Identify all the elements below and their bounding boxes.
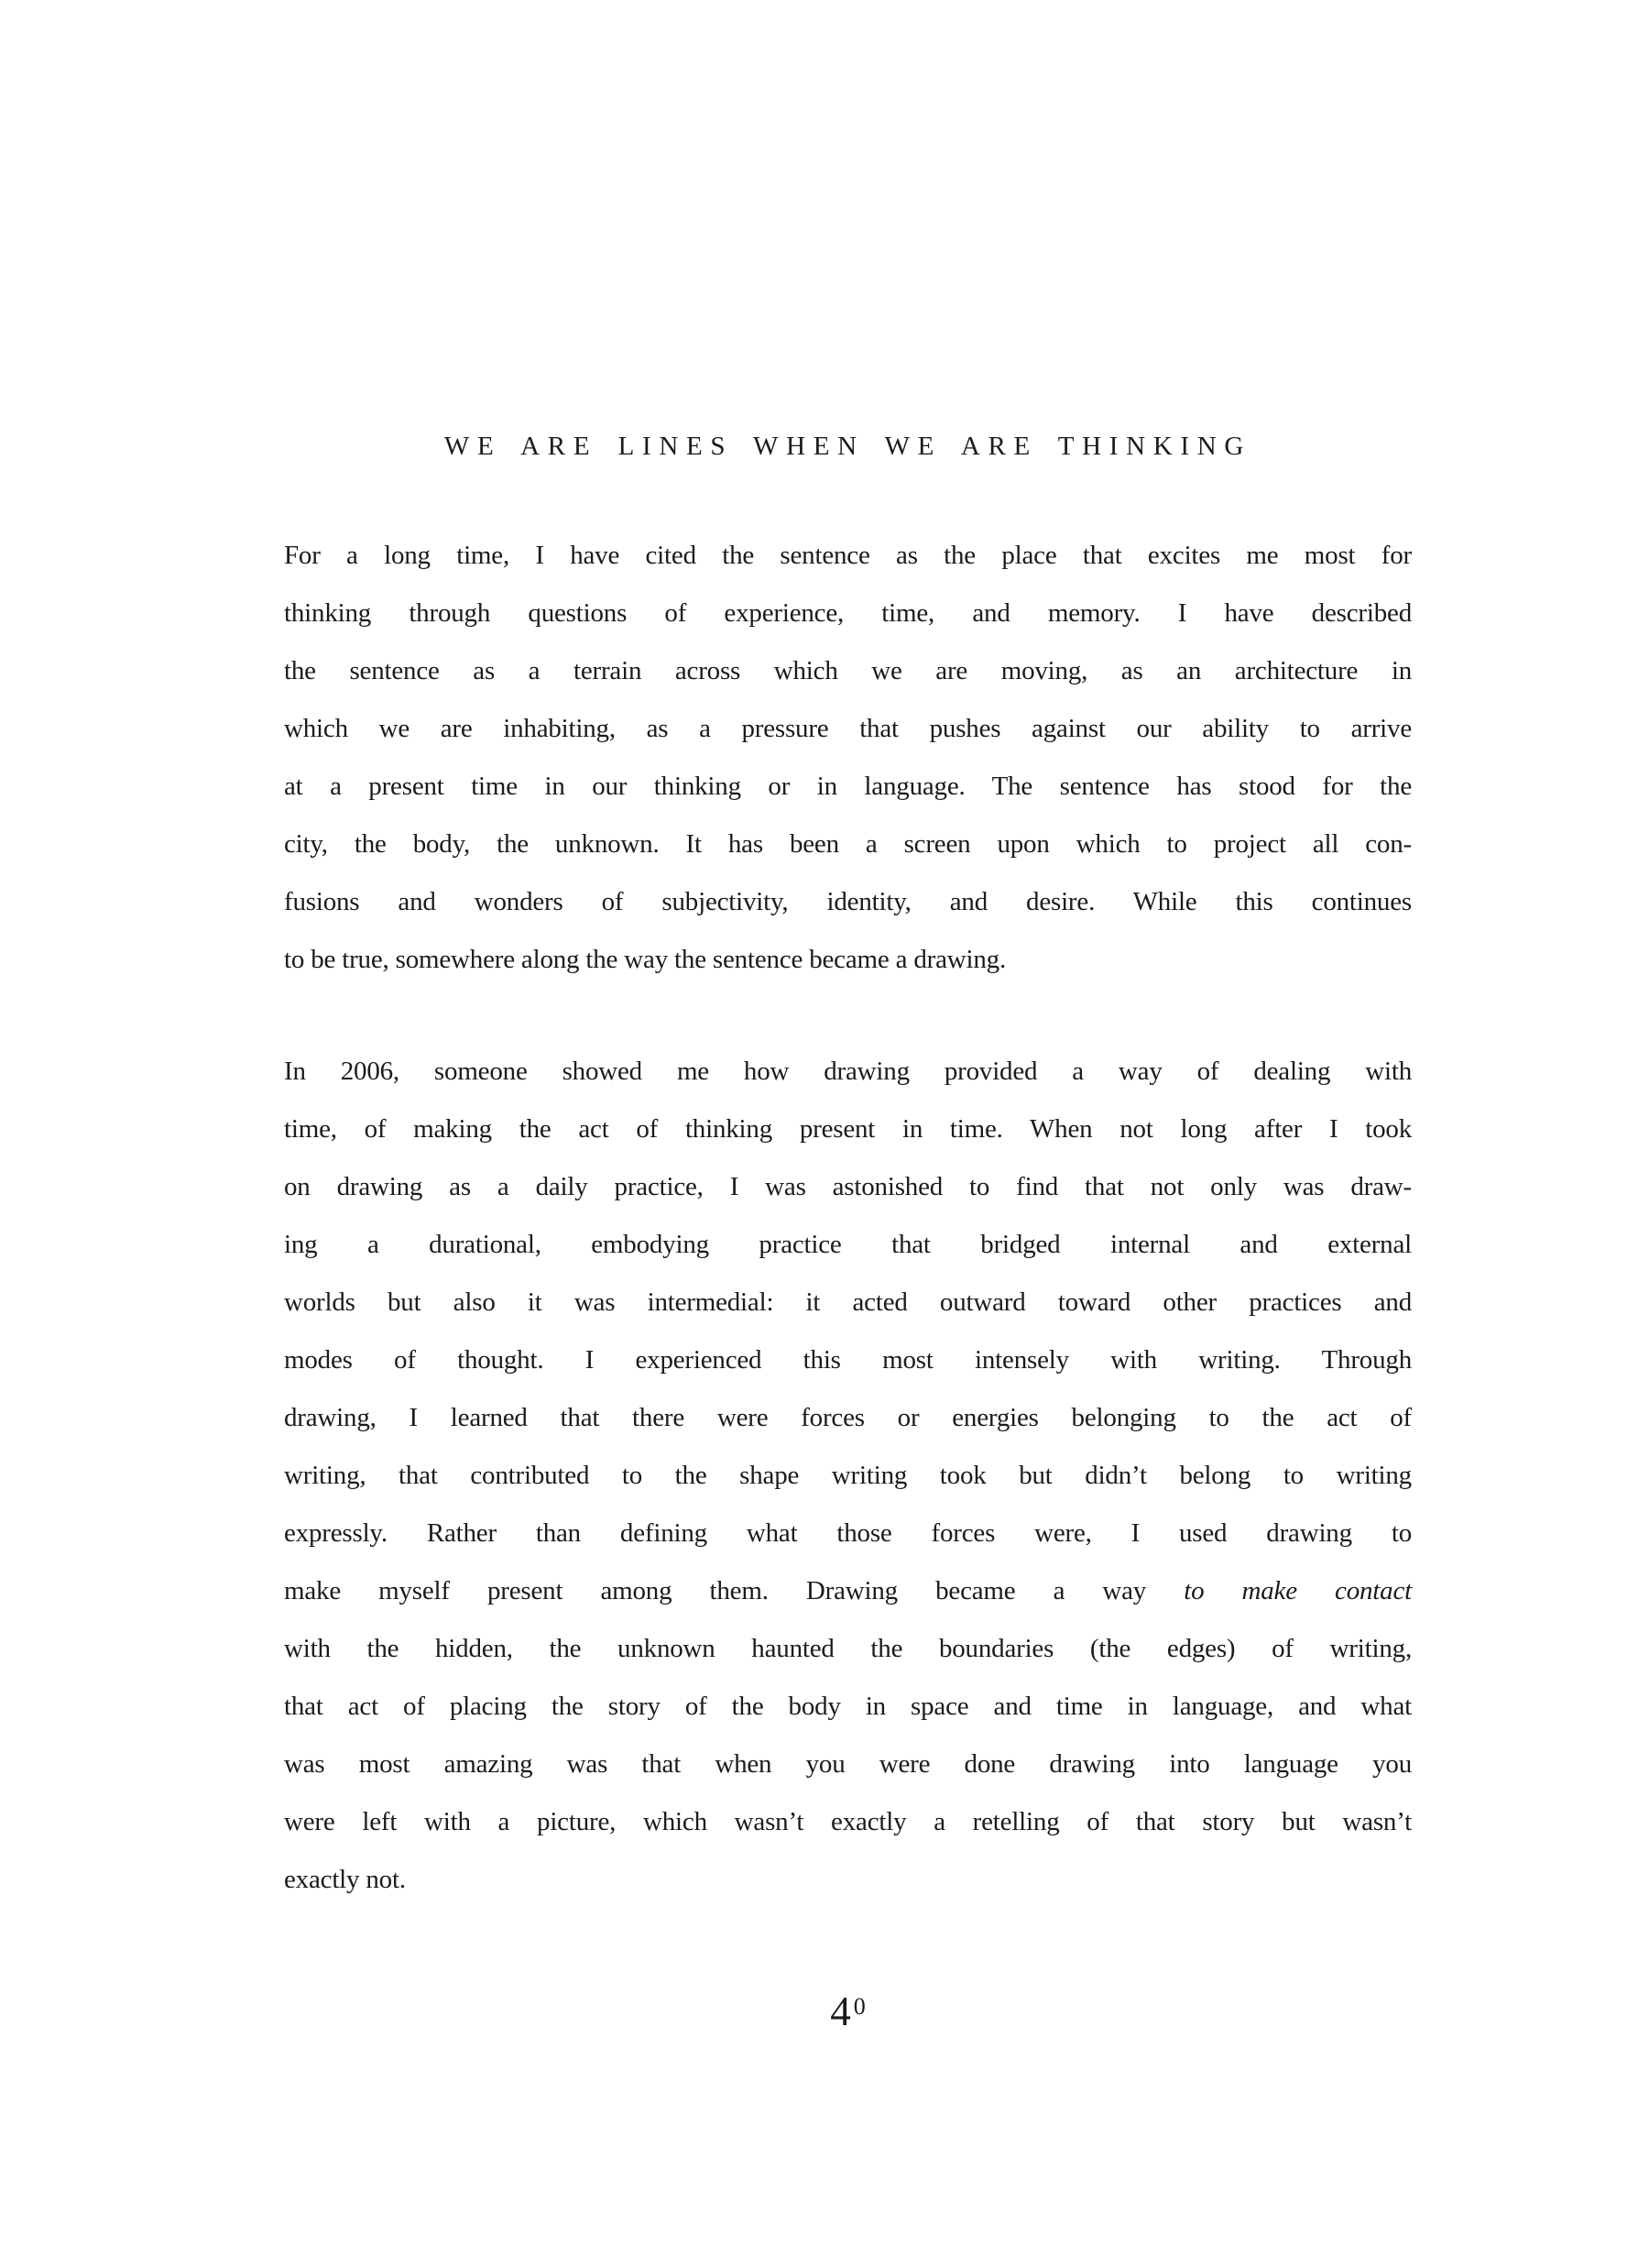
- paragraph-1: [284, 527, 1412, 989]
- chapter-title: WE ARE LINES WHEN WE ARE THINKING: [443, 432, 1252, 461]
- text-line: was most amazing was that when you were done drawing into language you: [284, 1749, 1412, 1779]
- text-line: at a present time in our thinking or in language. The sentence has stood for the: [284, 772, 1412, 801]
- text-line: thinking through questions of experience, time, and memory. I have described: [284, 598, 1412, 628]
- text-line: For a long time, I have cited the sentence as the place that excites me most for: [284, 541, 1412, 570]
- text-line: the sentence as a terrain across which we are moving, as an architecture in: [284, 656, 1412, 685]
- page-number: [284, 1985, 1412, 2043]
- paragraph-2: [284, 1043, 1412, 1909]
- text-line: modes of thought. I experienced this most intensely with writing. Through: [284, 1345, 1412, 1375]
- text-line: worlds but also it was intermedial: it acted outward toward other practices and: [284, 1287, 1412, 1317]
- text-line: city, the body, the unknown. It has been a screen upon which to project all con-: [284, 829, 1412, 859]
- page-number-digit-0: 0: [853, 1993, 866, 2020]
- text-line: time, of making the act of thinking present in time. When not long after I took: [284, 1114, 1412, 1144]
- text-line: [284, 1562, 1412, 1620]
- text-line: to be true, somewhere along the way the sentence became a drawing.: [284, 945, 1006, 974]
- text-line: that act of placing the story of the body in space and time in language, and what: [284, 1692, 1412, 1721]
- text-line: on drawing as a daily practice, I was astonished to find that not only was draw-: [284, 1172, 1412, 1201]
- text-line: ing a durational, embodying practice that bridged internal and external: [284, 1230, 1412, 1259]
- text-run: make myself present among them. Drawing became a way: [284, 1576, 1185, 1605]
- text-line: with the hidden, the unknown haunted the boundaries (the edges) of writing,: [284, 1634, 1412, 1663]
- page-number-digit-4: 4: [830, 1989, 852, 2034]
- text-line: In 2006, someone showed me how drawing provided a way of dealing with: [284, 1057, 1412, 1086]
- italic-phrase: to make contact: [1184, 1576, 1412, 1605]
- text-line: were left with a picture, which wasn’t exactly a retelling of that story but wasn’t: [284, 1807, 1412, 1836]
- text-line: expressly. Rather than defining what those forces were, I used drawing to: [284, 1518, 1412, 1548]
- text-line: which we are inhabiting, as a pressure that pushes against our ability to arrive: [284, 714, 1412, 743]
- text-line: exactly not.: [284, 1865, 406, 1894]
- text-line: fusions and wonders of subjectivity, identity, and desire. While this continues: [284, 887, 1412, 916]
- text-line: writing, that contributed to the shape writing took but didn’t belong to writing: [284, 1461, 1412, 1490]
- text-line: drawing, I learned that there were forces or energies belonging to the act of: [284, 1403, 1412, 1432]
